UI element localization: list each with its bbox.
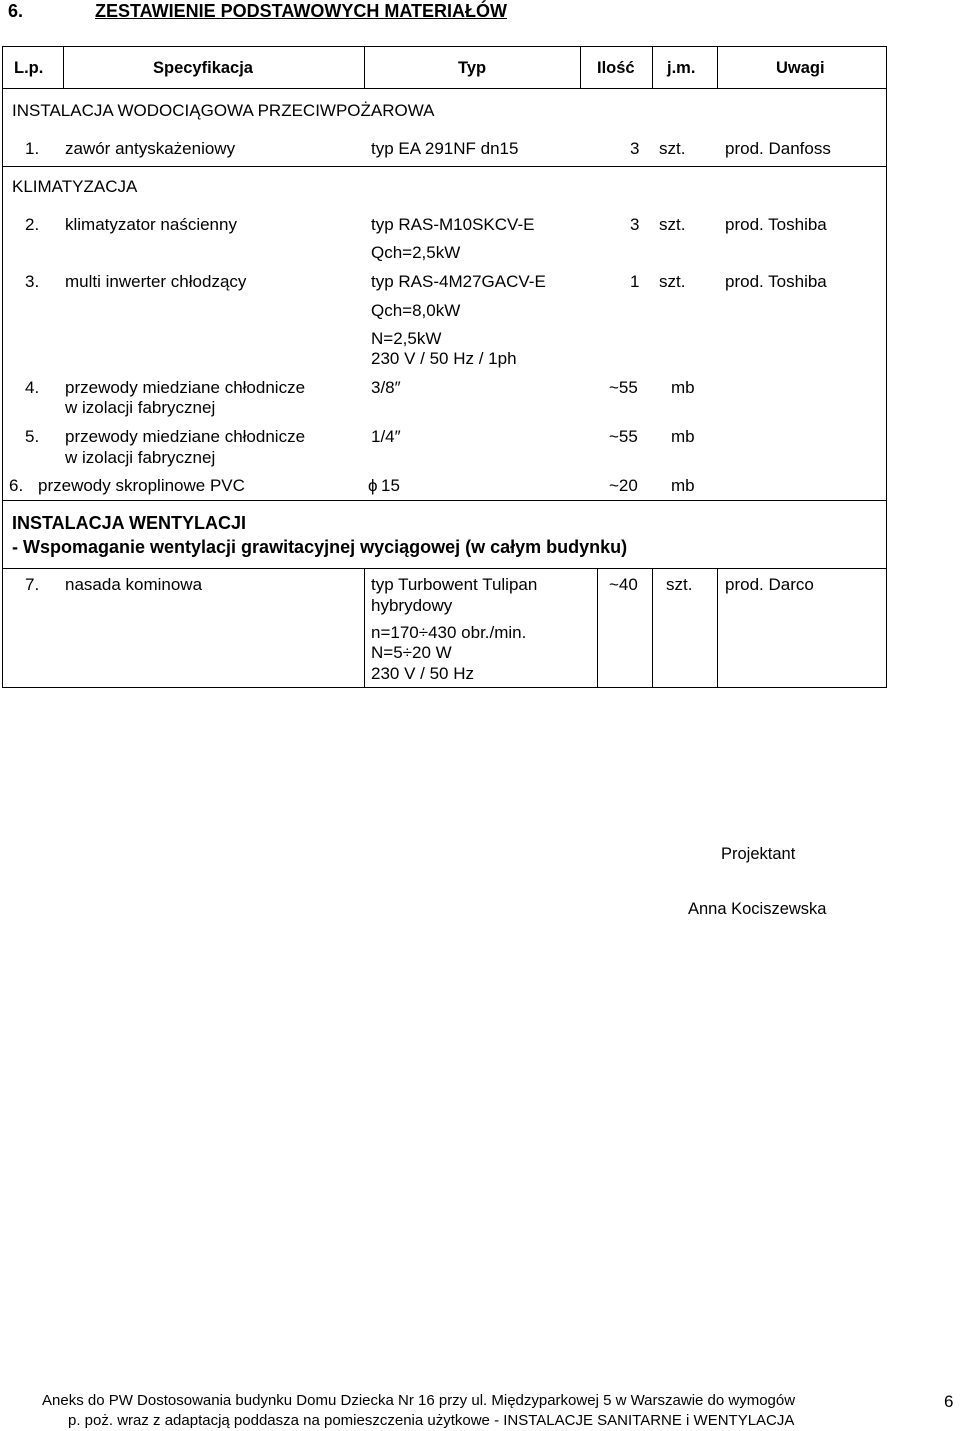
row-unit: mb (671, 427, 695, 446)
group-air-conditioning: KLIMATYZACJA (12, 177, 138, 196)
row-type-detail: n=170÷430 obr./min. (371, 623, 527, 642)
header-type: Typ (458, 59, 487, 77)
row-qty: ~20 (609, 476, 638, 495)
row-unit: szt. (659, 272, 686, 291)
group-ventilation: INSTALACJA WENTYLACJI (12, 513, 246, 533)
footer-line-1: Aneks do PW Dostosowania budynku Domu Dziecka Nr 16 przy ul. Międzyparkowej 5 w Warszawie do wymogów (42, 1392, 796, 1409)
row-notes: prod. Toshiba (725, 272, 827, 291)
col-sep (63, 46, 64, 89)
row-type: 15 (381, 476, 400, 495)
header-unit: j.m. (667, 59, 696, 77)
row-unit: szt. (659, 215, 686, 234)
row-number: 5. (25, 427, 40, 446)
col-sep (652, 46, 653, 89)
table-border-header-bottom (2, 88, 887, 89)
row-spec: przewody skroplinowe PVC (38, 476, 245, 495)
row-type-detail: Qch=8,0kW (371, 301, 461, 320)
row-type-detail: N=2,5kW (371, 329, 442, 348)
header-notes: Uwagi (776, 59, 825, 77)
row-notes: prod. Toshiba (725, 215, 827, 234)
row-spec: przewody miedziane chłodnicze (65, 427, 306, 446)
row-type-detail: 230 V / 50 Hz (371, 664, 475, 683)
section-number: 6. (8, 1, 24, 21)
row-number: 3. (25, 272, 40, 291)
table-border-bottom (2, 687, 887, 688)
signature-name: Anna Kociszewska (688, 900, 827, 918)
diameter-symbol: ϕ (368, 476, 378, 495)
row-spec-detail: w izolacji fabrycznej (65, 448, 216, 467)
table-rule-ac-top (2, 500, 887, 501)
row-spec: multi inwerter chłodzący (65, 272, 247, 291)
row-qty: 3 (630, 139, 640, 158)
row-number: 4. (25, 378, 40, 397)
row-notes: prod. Danfoss (725, 139, 831, 158)
signature-role: Projektant (721, 845, 796, 863)
row-qty: ~55 (609, 378, 638, 397)
table-border-top (2, 46, 887, 47)
row-type: 3/8″ (371, 378, 401, 397)
row-type-detail: N=5÷20 W (371, 643, 452, 662)
group-water-installation: INSTALACJA WODOCIĄGOWA PRZECIWPOŻAROWA (12, 101, 435, 120)
row-type: 1/4″ (371, 427, 401, 446)
row-spec: klimatyzator naścienny (65, 215, 237, 234)
row-spec-detail: w izolacji fabrycznej (65, 398, 216, 417)
row-unit: szt. (666, 575, 693, 594)
row-number: 1. (25, 139, 40, 158)
row-type-detail: 230 V / 50 Hz / 1ph (371, 349, 517, 368)
footer-line-2: p. poż. wraz z adaptacją poddasza na pomieszczenia użytkowe - INSTALACJE SANITARNE i WENTYLACJA (68, 1412, 795, 1429)
row-qty: 1 (630, 272, 640, 291)
row-type-detail: Qch=2,5kW (371, 243, 461, 262)
col-sep (364, 46, 365, 89)
row-number: 6. (9, 476, 24, 495)
row-qty: ~55 (609, 427, 638, 446)
header-lp: L.p. (14, 59, 44, 77)
col-sep (364, 568, 365, 688)
row-type: typ Turbowent Tulipan (371, 575, 538, 594)
col-sep (717, 46, 718, 89)
header-spec: Specyfikacja (153, 59, 253, 77)
row-unit: mb (671, 378, 695, 397)
row-qty: ~40 (609, 575, 638, 594)
col-sep (597, 568, 598, 688)
table-border-right (886, 46, 887, 688)
row-type: typ EA 291NF dn15 (371, 139, 519, 158)
row-spec: przewody miedziane chłodnicze (65, 378, 306, 397)
row-notes: prod. Darco (725, 575, 814, 594)
row-qty: 3 (630, 215, 640, 234)
row-number: 7. (25, 575, 40, 594)
table-rule-water-bottom (2, 166, 887, 167)
table-border-left (2, 46, 3, 688)
col-sep (580, 46, 581, 89)
page-number: 6 (944, 1392, 954, 1411)
row-spec: nasada kominowa (65, 575, 203, 594)
header-qty: Ilość (597, 59, 635, 77)
group-ventilation-subtitle: - Wspomaganie wentylacji grawitacyjnej wyciągowej (w całym budynku) (12, 537, 628, 557)
row-type-detail: hybrydowy (371, 596, 453, 615)
table-rule-vent-bottom (2, 568, 887, 569)
col-sep (652, 568, 653, 688)
row-unit: mb (671, 476, 695, 495)
row-number: 2. (25, 215, 40, 234)
row-type: typ RAS-4M27GACV-E (371, 272, 546, 291)
row-unit: szt. (659, 139, 686, 158)
section-title: ZESTAWIENIE PODSTAWOWYCH MATERIAŁÓW (95, 1, 507, 21)
col-sep (717, 568, 718, 688)
row-type: typ RAS-M10SKCV-E (371, 215, 535, 234)
row-spec: zawór antyskażeniowy (65, 139, 236, 158)
